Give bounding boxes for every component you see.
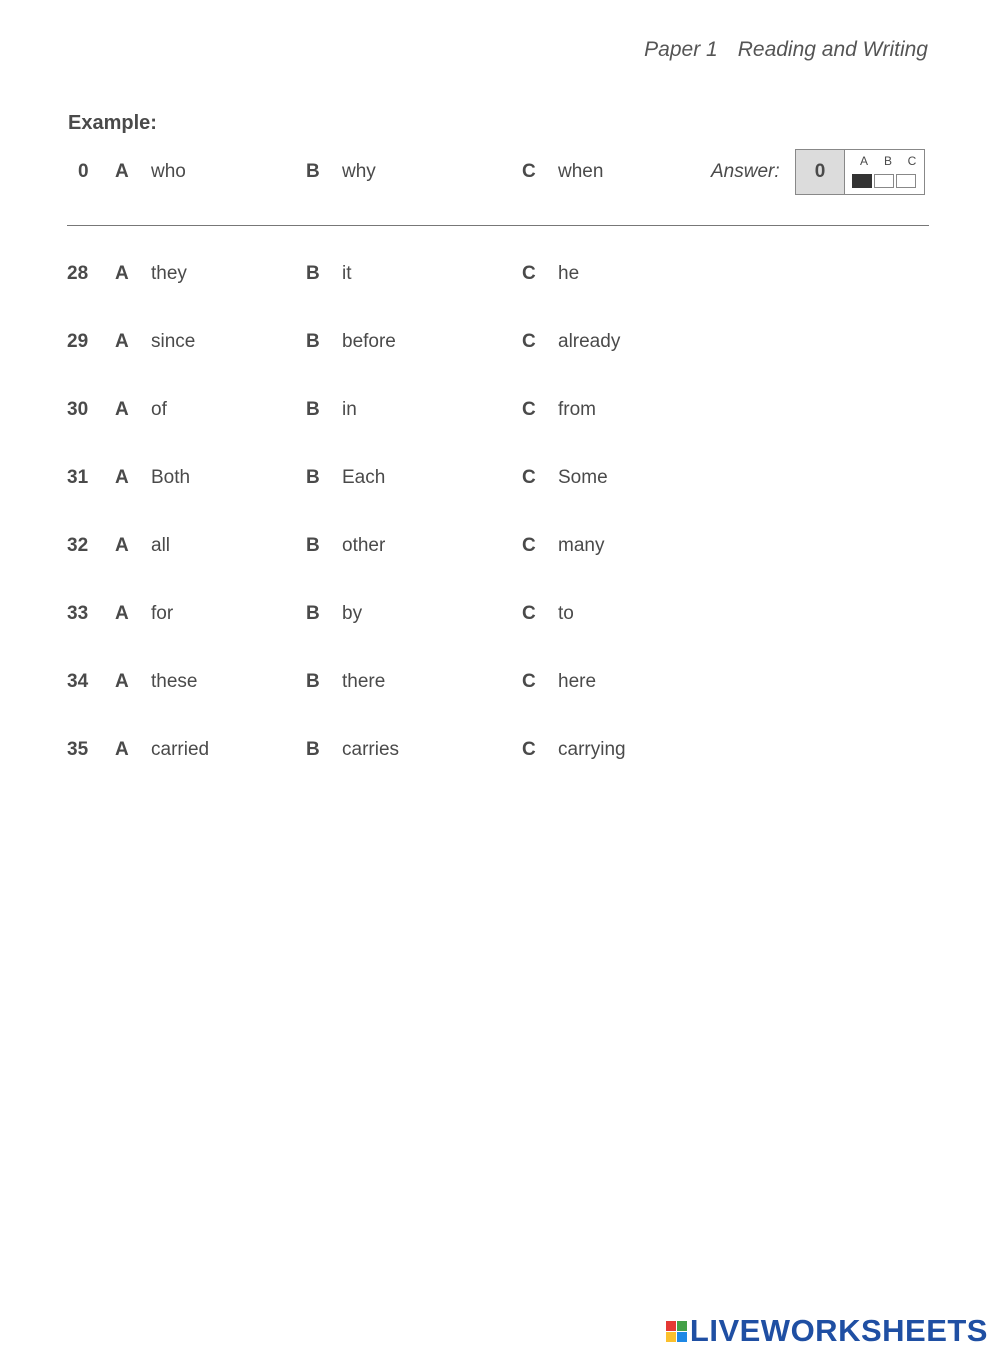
option-a: of (151, 399, 167, 420)
paper-number: Paper 1 (644, 38, 718, 61)
option-letter-b: B (306, 671, 320, 692)
option-letter-a: A (115, 331, 129, 352)
option-a: they (151, 263, 187, 284)
option-letter-b: B (306, 399, 320, 420)
option-letter-a: A (115, 161, 129, 182)
option-c: here (558, 671, 597, 692)
logo-square-i (677, 1321, 687, 1331)
watermark-text: LIVEWORKSHEETS (689, 1313, 988, 1348)
question-number: 28 (67, 263, 89, 284)
logo-square-l (666, 1321, 676, 1331)
question-number: 34 (67, 671, 89, 692)
option-letter-c: C (522, 535, 536, 556)
question-number: 33 (67, 603, 89, 624)
option-letter-a: A (115, 399, 129, 420)
answer-label: Answer: (711, 161, 780, 182)
answer-cell-a (852, 174, 872, 188)
option-c: carrying (558, 739, 626, 760)
answer-letter-b: B (883, 154, 892, 168)
question-number: 32 (67, 535, 89, 556)
question-number: 35 (67, 739, 89, 760)
paper-section: Reading and Writing (737, 38, 928, 61)
option-b: in (342, 399, 357, 420)
option-a: these (151, 671, 198, 692)
question-row (0, 671, 1000, 701)
option-letter-a: A (115, 603, 129, 624)
option-letter-b: B (306, 739, 320, 760)
answer-letter-c: C (907, 154, 917, 168)
page-header (644, 38, 928, 62)
option-letter-c: C (522, 467, 536, 488)
option-a: all (151, 535, 171, 556)
option-letter-c: C (522, 671, 536, 692)
option-letter-a: A (115, 671, 129, 692)
question-number: 31 (67, 467, 89, 488)
option-b: it (342, 263, 352, 284)
option-letter-b: B (306, 161, 320, 182)
option-c: Some (558, 467, 608, 488)
option-b: why (342, 161, 376, 182)
option-c: he (558, 263, 580, 284)
option-letter-a: A (115, 263, 129, 284)
example-number: 0 (78, 161, 89, 182)
question-number: 30 (67, 399, 89, 420)
logo-square-v (666, 1332, 676, 1342)
question-row (0, 739, 1000, 769)
logo-square-e (677, 1332, 687, 1342)
option-b: before (342, 331, 396, 352)
question-row (0, 263, 1000, 293)
question-row (0, 467, 1000, 497)
option-b: other (342, 535, 386, 556)
answer-cell-c (896, 174, 916, 188)
option-letter-c: C (522, 603, 536, 624)
option-letter-c: C (522, 331, 536, 352)
question-row (0, 331, 1000, 361)
answer-cells (852, 174, 918, 192)
option-a: who (151, 161, 186, 182)
option-b: Each (342, 467, 386, 488)
option-letter-a: A (115, 739, 129, 760)
option-letter-a: A (115, 535, 129, 556)
option-letter-c: C (522, 739, 536, 760)
option-a: since (151, 331, 196, 352)
option-c: already (558, 331, 621, 352)
answer-cell-b (874, 174, 894, 188)
option-c: when (558, 161, 604, 182)
answer-letter-a: A (859, 154, 868, 168)
option-c: many (558, 535, 605, 556)
answer-box (795, 149, 925, 195)
option-a: Both (151, 467, 191, 488)
question-number: 29 (67, 331, 89, 352)
option-letter-b: B (306, 331, 320, 352)
option-letter-c: C (522, 263, 536, 284)
option-letter-b: B (306, 603, 320, 624)
liveworksheets-logo-icon (666, 1321, 687, 1342)
question-row (0, 603, 1000, 633)
option-c: from (558, 399, 596, 420)
example-label: Example: (68, 112, 157, 134)
option-b: there (342, 671, 386, 692)
option-b: by (342, 603, 363, 624)
option-b: carries (342, 739, 400, 760)
option-letter-b: B (306, 535, 320, 556)
question-row (0, 535, 1000, 565)
answer-box-number: 0 (796, 150, 845, 194)
option-letter-c: C (522, 399, 536, 420)
option-a: carried (151, 739, 210, 760)
question-row (0, 399, 1000, 429)
answer-box-letters (852, 154, 924, 168)
liveworksheets-watermark[interactable] (666, 1313, 988, 1349)
option-letter-b: B (306, 467, 320, 488)
option-letter-c: C (522, 161, 536, 182)
divider-line (67, 225, 929, 226)
option-letter-b: B (306, 263, 320, 284)
option-c: to (558, 603, 574, 624)
option-a: for (151, 603, 174, 624)
option-letter-a: A (115, 467, 129, 488)
